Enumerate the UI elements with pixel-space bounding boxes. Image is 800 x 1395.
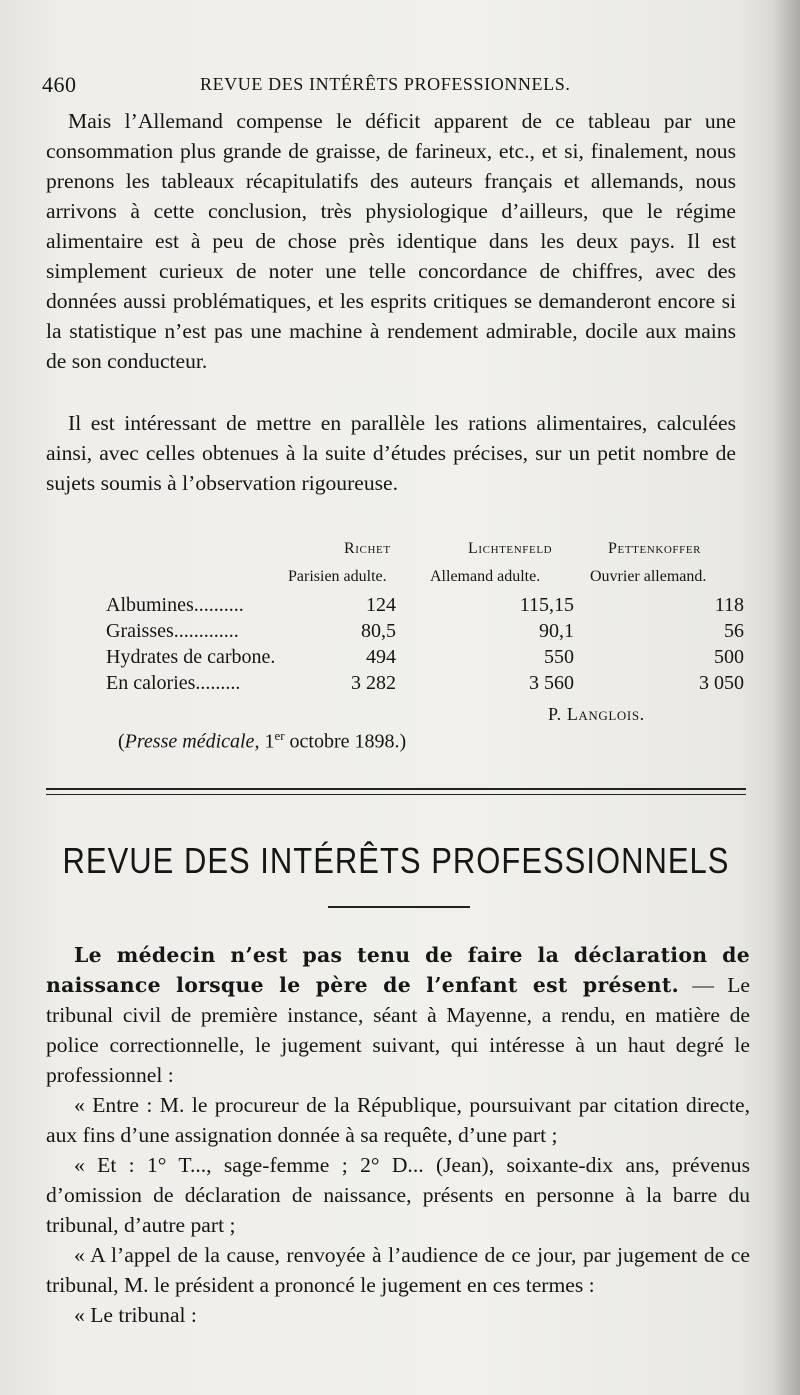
table-row	[106, 594, 746, 620]
source-citation: (Presse médicale, 1er octobre 1898.)	[118, 728, 407, 753]
cell-value: 3 282	[351, 672, 396, 694]
article-paragraph: « A l’appel de la cause, renvoyée à l’audience de ce jour, par jugement de ce tribunal, M. le président a prononcé le jugement en ces termes :	[46, 1243, 750, 1297]
article-paragraph: « Et : 1° T..., sage-femme ; 2° D... (Jean), soixante-dix ans, prévenus d’omission de déclaration de naissance, présents en personne à la barre du tribunal, d’autre part ;	[46, 1153, 750, 1237]
col-sub-richet: Parisien adulte.	[288, 568, 387, 585]
cell-value: 56	[724, 620, 744, 642]
page-edge-shadow	[772, 0, 800, 1395]
row-label: Hydrates de carbone.	[106, 646, 276, 668]
row-label: Albumines..........	[106, 594, 244, 616]
table-row	[106, 672, 746, 698]
col-sub-lichtenfeld: Allemand adulte.	[430, 568, 541, 585]
cell-value: 90,1	[539, 620, 574, 642]
cell-value: 550	[544, 646, 574, 668]
article-paragraph: « Entre : M. le procureur de la République, poursuivant par citation directe, aux fins d’une assignation donnée à sa requête, d’une part ;	[46, 1093, 750, 1147]
col-sub-pettenkoffer: Ouvrier allemand.	[590, 568, 707, 585]
table-row	[106, 646, 746, 672]
article-paragraph: « Le tribunal :	[74, 1303, 197, 1327]
source-day: 1	[264, 730, 275, 753]
cell-value: 3 050	[699, 672, 744, 694]
source-date: octobre 1898.	[289, 730, 400, 753]
title-underline	[328, 906, 470, 908]
cell-value: 500	[714, 646, 744, 668]
cell-value: 494	[366, 646, 396, 668]
article-lead-text: — Le tribunal civil de première instance, séant à Mayenne, a rendu, en matière de police correctionnelle, le jugement suivant, qui intéresse à un haut degré le professionnel :	[46, 973, 750, 1087]
running-title: REVUE DES INTÉRÊTS PROFESSIONNELS.	[200, 74, 571, 94]
paragraph-1: Mais l’Allemand compense le déficit apparent de ce tableau par une consommation plus grande de graisse, de farineux, etc., et si, finalement, nous prenons les tableaux récapitulatifs des auteurs français et allemands, nous arrivons à cette conclusion, très physiologique d’ailleurs, que le régime alimentaire est à peu de chose près identique dans les deux pays. Il est simplement curieux de noter une telle concordance de chiffres, avec des données aussi problématiques, et les esprits critiques se demanderont encore si la statistique n’est pas une machine à rendement admirable, docile aux mains de son conducteur.	[46, 109, 736, 373]
page-number: 460	[42, 72, 77, 97]
article-body	[46, 940, 750, 1330]
article-headline: Le médecin n’est pas tenu de faire la déclaration de naissance lorsque le père de l’enfant est présent.	[46, 943, 750, 997]
author-signature: P. Langlois.	[548, 704, 645, 724]
section-divider-bottom	[46, 794, 746, 795]
cell-value: 124	[366, 594, 396, 616]
cell-value: 115,15	[519, 594, 574, 616]
section-title: REVUE DES INTÉRÊTS PROFESSIONNELS	[62, 840, 730, 882]
ration-table	[100, 536, 760, 776]
running-head	[42, 72, 742, 100]
cell-value: 80,5	[361, 620, 396, 642]
cell-value: 3 560	[529, 672, 574, 694]
col-head-richet: Richet	[344, 540, 391, 557]
row-label: En calories.........	[106, 672, 241, 694]
article-lead-paragraph	[46, 940, 750, 1090]
table-row	[106, 620, 746, 646]
cell-value: 118	[714, 594, 744, 616]
source-journal: Presse médicale,	[124, 730, 260, 753]
section-divider-top	[46, 788, 746, 790]
source-day-suffix: er	[274, 728, 285, 743]
col-head-pettenkoffer: Pettenkoffer	[608, 540, 702, 557]
col-head-lichtenfeld: Lichtenfeld	[468, 540, 553, 557]
row-label: Graisses.............	[106, 620, 239, 642]
paragraph-2: Il est intéressant de mettre en parallèle les rations alimentaires, calculées ainsi, avec celles obtenues à la suite d’études précises, sur un petit nombre de sujets soumis à l’observation rigoureuse.	[46, 411, 736, 495]
